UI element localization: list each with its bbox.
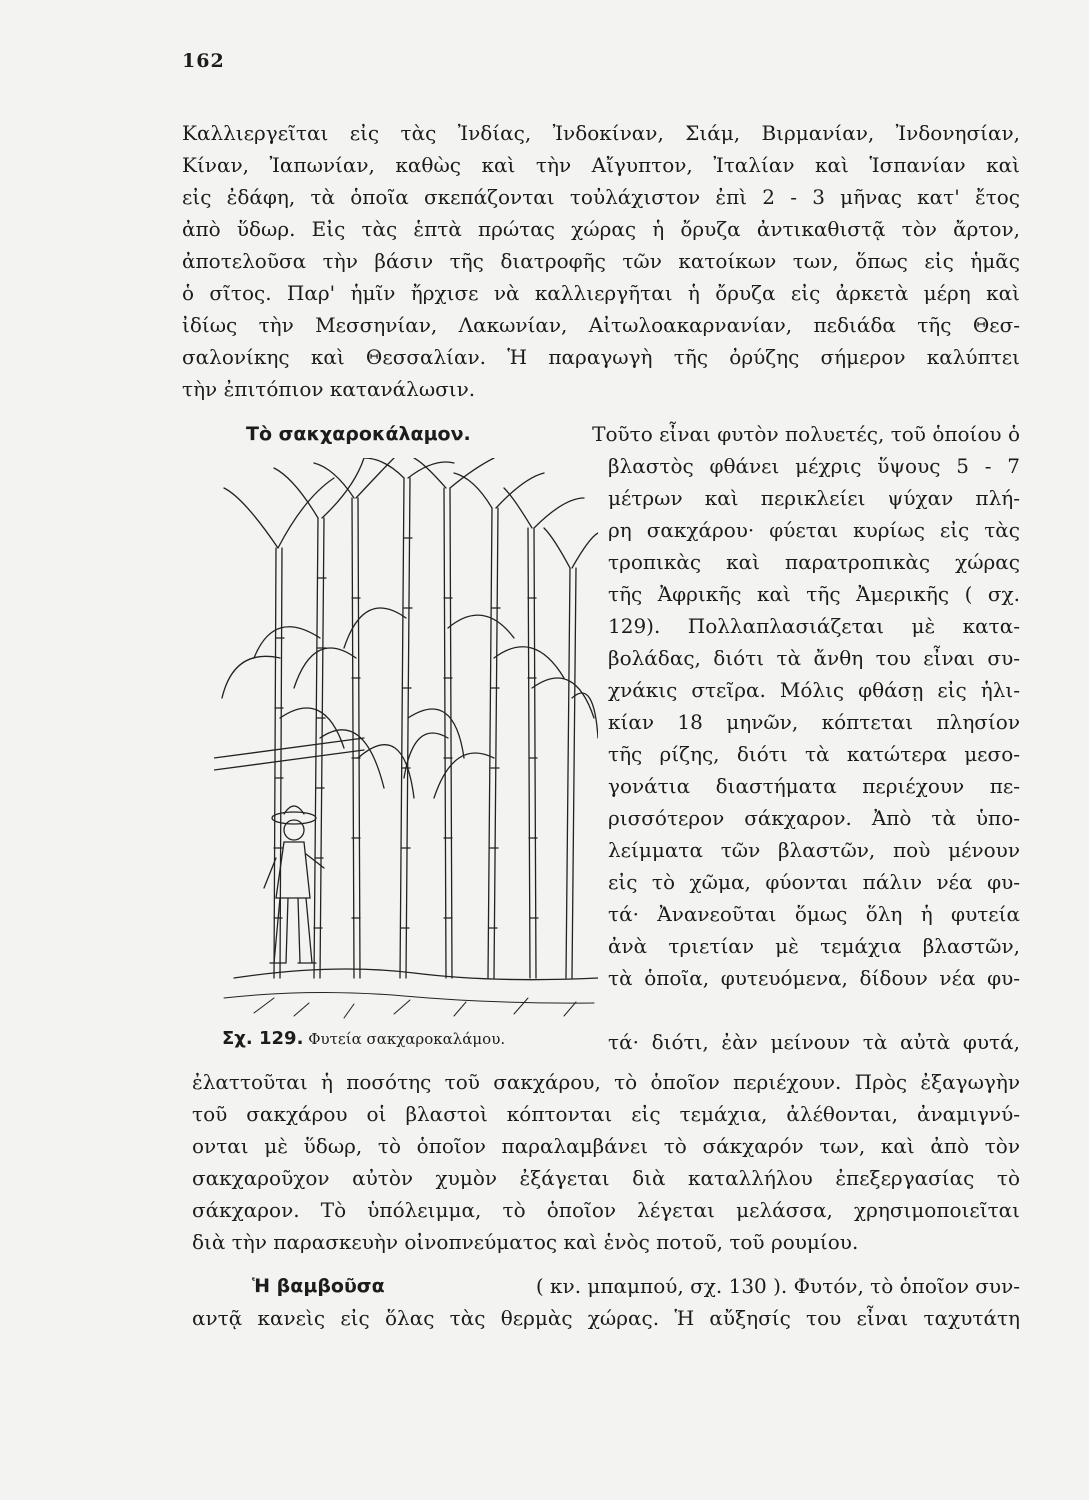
text-line: ονται μὲ ὕδωρ, τὸ ὁποῖον παραλαμβάνει τὸ σάκχαρόν των, καὶ ἀπὸ τὸν bbox=[192, 1134, 1020, 1158]
text-line: τῆς Ἀφρικῆς καὶ τῆς Ἀμερικῆς ( σχ. bbox=[608, 582, 1020, 606]
bamboo-heading-line bbox=[252, 1272, 1020, 1300]
section-heading-bamboo: Ἡ βαμβοῦσα bbox=[252, 1275, 385, 1297]
text-line: τὰ ὁποῖα, φυτευόμενα, δίδουν νέα φυ- bbox=[608, 966, 1020, 990]
page-number: 162 bbox=[182, 50, 225, 72]
text-line: ὁ σῖτος. Παρ' ἡμῖν ἤρχισε νὰ καλλιεργῆται ἡ ὄρυζα εἰς ἀρκετὰ μέρη καὶ bbox=[182, 281, 1020, 305]
text-line: γονάτια διαστήματα περιέχουν πε- bbox=[608, 774, 1020, 798]
text-line: ἰδίως τὴν Μεσσηνίαν, Λακωνίαν, Αἰτωλοακαρνανίαν, πεδιάδα τῆς Θεσ- bbox=[182, 313, 1020, 337]
text-line: τοῦ σακχάρου οἱ βλαστοὶ κόπτονται εἰς τεμάχια, ἀλέθονται, ἀναμιγνύ- bbox=[192, 1102, 1020, 1126]
text-line: τά· Ἀνανεοῦται ὅμως ὅλη ἡ φυτεία bbox=[608, 902, 1020, 926]
text-line: 129). Πολλαπλασιάζεται μὲ κατα- bbox=[608, 614, 1020, 638]
text-line: Κίναν, Ἰαπωνίαν, καθὼς καὶ τὴν Αἴγυπτον, Ἰταλίαν καὶ Ἱσπανίαν καὶ bbox=[182, 153, 1020, 177]
text-line: ρη σακχάρου· φύεται κυρίως εἰς τὰς bbox=[608, 518, 1020, 542]
figure-caption bbox=[222, 1028, 505, 1049]
text-line: εἰς ἐδάφη, τὰ ὁποῖα σκεπάζονται τοὐλάχιστον ἐπὶ 2 - 3 μῆνας κατ' ἔτος bbox=[182, 185, 1020, 209]
text-line: αντᾷ κανεὶς εἰς ὅλας τὰς θερμὰς χώρας. Ἡ αὔξησίς του εἶναι ταχυτάτη bbox=[192, 1306, 1020, 1330]
text-line: Τοῦτο εἶναι φυτὸν πολυετές, τοῦ ὁποίου ὁ bbox=[592, 422, 1020, 446]
text-line: ( κν. μπαμπού, σχ. 130 ). Φυτόν, τὸ ὁποῖον συν- bbox=[535, 1274, 1020, 1298]
text-line: χνάκις στεῖρα. Μόλις φθάσῃ εἰς ἡλι- bbox=[608, 678, 1020, 702]
text-line: ἐλαττοῦται ἡ ποσότης τοῦ σακχάρου, τὸ ὁποῖον περιέχουν. Πρὸς ἐξαγωγὴν bbox=[192, 1070, 1020, 1094]
caption-label: Σχ. 129. bbox=[222, 1028, 304, 1049]
text-line: εἰς τὸ χῶμα, φύονται πάλιν νέα φυ- bbox=[608, 870, 1020, 894]
caption-text: Φυτεία σακχαροκαλάμου. bbox=[308, 1030, 506, 1048]
text-line: ἀνὰ τριετίαν μὲ τεμάχια βλαστῶν, bbox=[608, 934, 1020, 958]
text-line: κίαν 18 μηνῶν, κόπτεται πλησίον bbox=[608, 710, 1020, 734]
text-line: τροπικὰς καὶ παρατροπικὰς χώρας bbox=[608, 550, 1020, 574]
text-line: τῆς ρίζης, διότι τὰ κατώτερα μεσο- bbox=[608, 742, 1020, 766]
text-line: Καλλιεργεῖται εἰς τὰς Ἰνδίας, Ἰνδοκίναν, Σιάμ, Βιρμανίαν, Ἰνδονησίαν, bbox=[182, 121, 1020, 145]
text-line: τά· διότι, ἐὰν μείνουν τὰ αὐτὰ φυτά, bbox=[608, 1030, 1020, 1054]
sugarcane-illustration bbox=[214, 458, 598, 1024]
text-line: διὰ τὴν παρασκευὴν οἰνοπνεύματος καὶ ἑνὸς ποτοῦ, τοῦ ρουμίου. bbox=[192, 1230, 859, 1254]
section-heading-sugarcane: Τὸ σακχαροκάλαμον. bbox=[246, 423, 471, 445]
text-line: σαλονίκης καὶ Θεσσαλίαν. Ἡ παραγωγὴ τῆς ὀρύζης σήμερον καλύπτει bbox=[182, 345, 1020, 369]
sugarcane-heading-line bbox=[246, 420, 1020, 448]
text-line: βλαστὸς φθάνει μέχρις ὕψους 5 - 7 bbox=[608, 454, 1020, 478]
text-line: ἀπὸ ὕδωρ. Εἰς τὰς ἑπτὰ πρώτας χώρας ἡ ὄρυζα ἀντικαθιστᾷ τὸν ἄρτον, bbox=[182, 217, 1020, 241]
text-line: βολάδας, διότι τὰ ἄνθη του εἶναι συ- bbox=[608, 646, 1020, 670]
text-line: σάκχαρον. Τὸ ὑπόλειμμα, τὸ ὁποῖον λέγεται μελάσσα, χρησιμοποιεῖται bbox=[192, 1198, 1020, 1222]
text-line: σακχαροῦχον αὐτὸν χυμὸν ἐξάγεται διὰ καταλλήλου ἐπεξεργασίας τὸ bbox=[192, 1166, 1020, 1190]
text-line: ρισσότερον σάκχαρον. Ἀπὸ τὰ ὑπο- bbox=[608, 806, 1020, 830]
text-line: μέτρων καὶ περικλείει ψύχαν πλή- bbox=[608, 486, 1020, 510]
text-line: ἀποτελοῦσα τὴν βάσιν τῆς διατροφῆς τῶν κατοίκων των, ὅπως εἰς ἡμᾶς bbox=[182, 249, 1020, 273]
text-line: λείμματα τῶν βλαστῶν, ποὺ μένουν bbox=[608, 838, 1020, 862]
text-line: τὴν ἐπιτόπιον κατανάλωσιν. bbox=[182, 377, 476, 401]
